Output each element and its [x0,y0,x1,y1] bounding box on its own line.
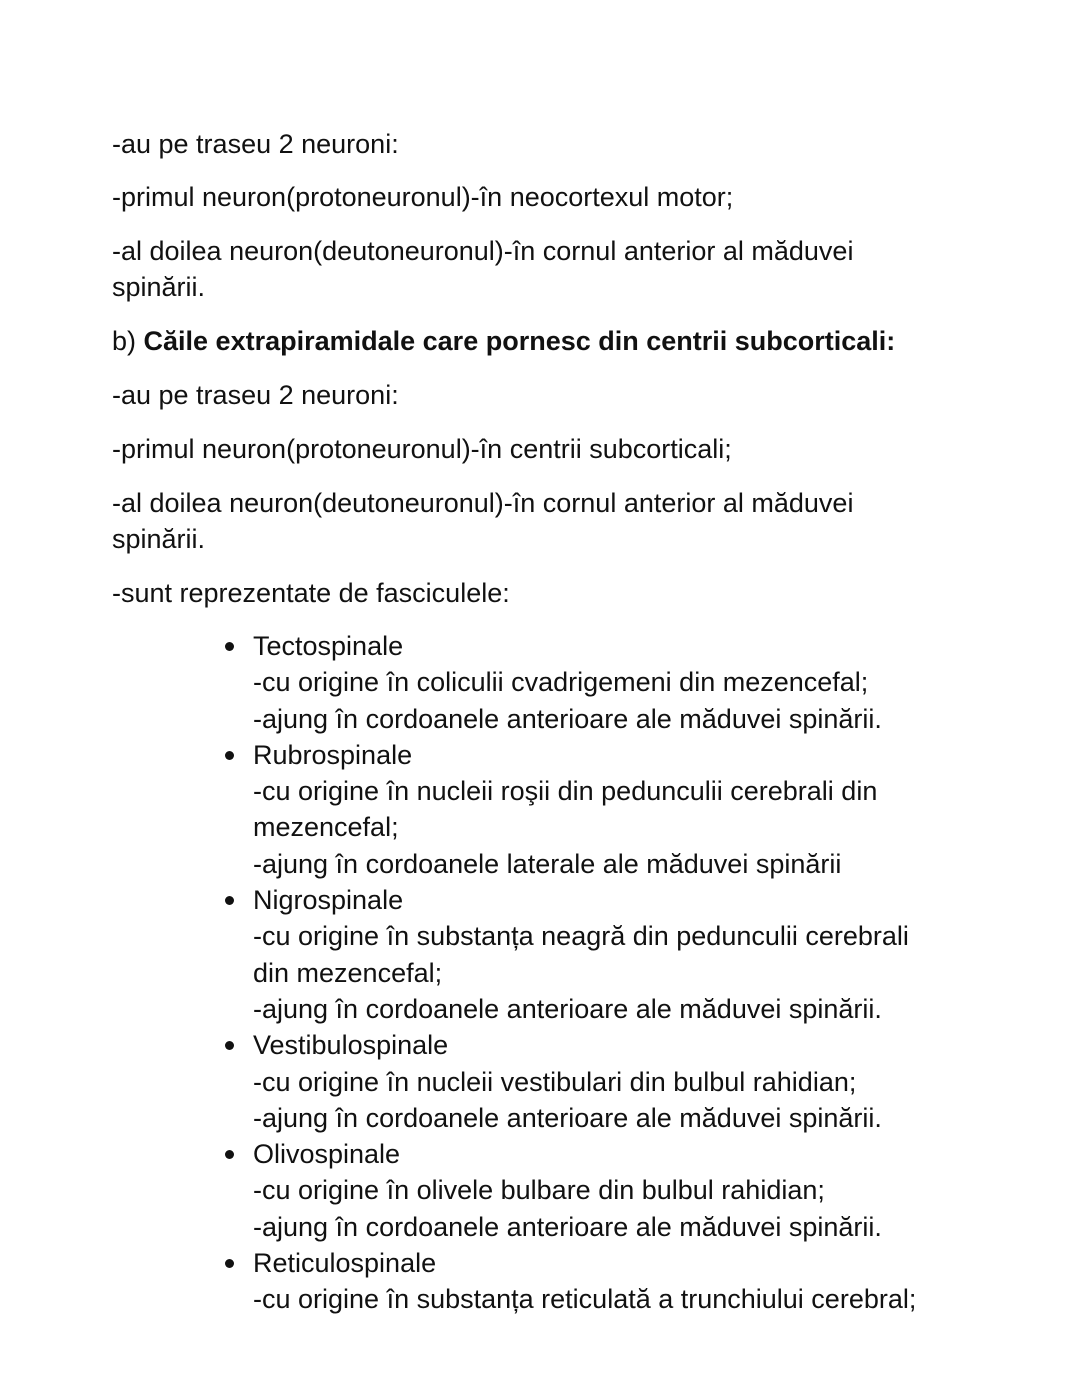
fascicle-detail: -ajung în cordoanele anterioare ale măduvei spinării. [253,993,882,1024]
paragraph-b-second-neuron-cont: spinării. [112,524,206,554]
paragraph-b-first-neuron: -primul neuron(protoneuronul)-în centrii subcorticali; [112,434,732,464]
fascicle-detail: -ajung în cordoanele anterioare ale măduvei spinării. [253,1102,882,1133]
fascicle-detail: -ajung în cordoanele anterioare ale măduvei spinării. [253,1211,882,1242]
section-b-prefix: b) [112,326,144,356]
paragraph-second-neuron-cont: spinării. [112,272,206,302]
paragraph-fascicles-intro: -sunt reprezentate de fasciculele: [112,578,510,608]
list-item-rubrospinale [222,737,916,882]
section-b-title: Căile extrapiramidale care pornesc din centrii subcorticali: [143,326,896,356]
bullet-icon [225,1150,234,1159]
bullet-icon [225,642,234,651]
bullet-icon [225,896,234,905]
paragraph-b-neuron-count: -au pe traseu 2 neuroni: [112,380,399,410]
fascicle-detail: mezencefal; [253,812,399,843]
fascicle-detail: -cu origine în substanța neagră din pedunculii cerebrali [253,921,909,952]
fascicle-detail: -cu origine în olivele bulbare din bulbul rahidian; [253,1175,825,1206]
list-item-nigrospinale [222,882,916,1027]
fascicle-detail: din mezencefal; [253,957,443,988]
fascicle-name: Olivospinale [253,1139,401,1170]
fascicle-name: Reticulospinale [253,1248,437,1279]
fascicle-name: Vestibulospinale [253,1030,449,1061]
bullet-icon [225,1041,234,1050]
fascicle-name: Rubrospinale [253,739,413,770]
fascicle-name: Tectospinale [253,631,404,661]
list-item-reticulospinale [222,1245,916,1318]
list-item-vestibulospinale [222,1027,916,1136]
fascicle-detail: -ajung în cordoanele anterioare ale măduvei spinării. [253,703,882,734]
fascicles-list [222,628,916,1318]
fascicle-name: Nigrospinale [253,885,404,916]
fascicle-detail: -cu origine în substanța reticulată a trunchiului cerebral; [253,1284,917,1315]
paragraph-b-second-neuron: -al doilea neuron(deutoneuronul)-în cornul anterior al măduvei [112,488,854,518]
bullet-icon [225,1259,234,1268]
bullet-icon [225,751,234,760]
paragraph-neuron-count: -au pe traseu 2 neuroni: [112,129,399,159]
fascicle-detail: -cu origine în coliculii cvadrigemeni din mezencefal; [253,667,869,698]
section-b-heading [112,323,895,359]
fascicle-detail: -cu origine în nucleii vestibulari din bulbul rahidian; [253,1066,857,1097]
paragraph-first-neuron: -primul neuron(protoneuronul)-în neocortexul motor; [112,182,734,212]
paragraph-second-neuron: -al doilea neuron(deutoneuronul)-în cornul anterior al măduvei [112,236,854,266]
fascicle-detail: -ajung în cordoanele laterale ale măduvei spinării [253,848,842,879]
list-item-tectospinale [222,628,916,737]
list-item-olivospinale [222,1136,916,1245]
fascicle-detail: -cu origine în nucleii roşii din pedunculii cerebrali din [253,776,878,807]
